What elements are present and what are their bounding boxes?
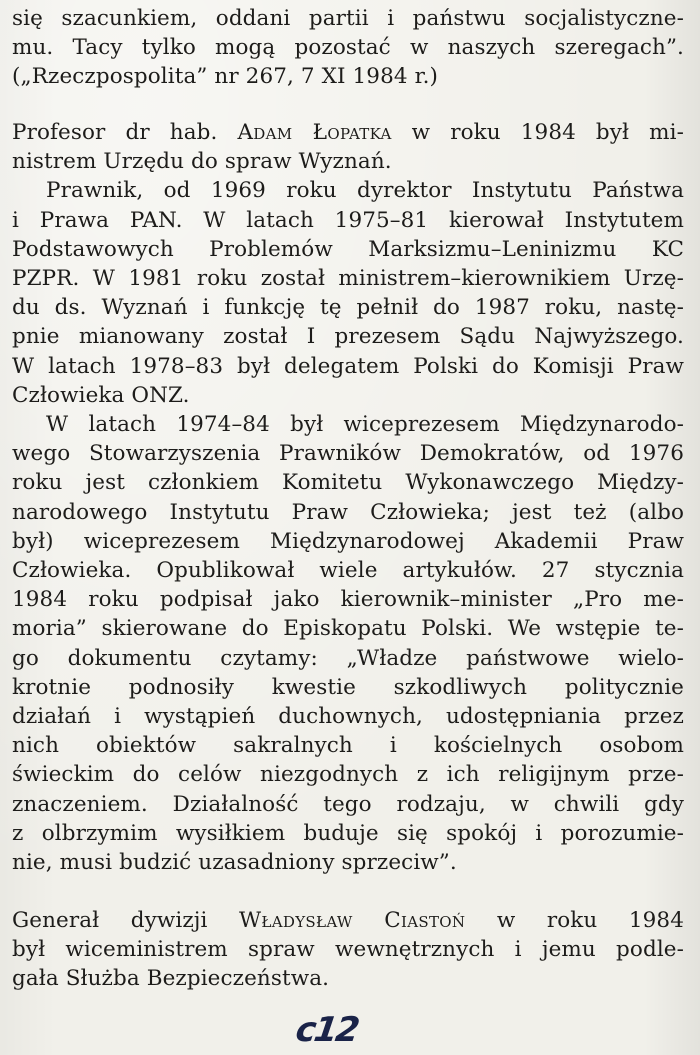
page-number: [293, 1010, 386, 1050]
text-line: narodowego Instytutu Praw Człowieka; jest też (albo: [12, 499, 684, 525]
text-line: W latach 1974–84 był wiceprezesem Międzynarodo-: [46, 412, 684, 438]
person-name: Adam Łopatka: [237, 120, 392, 145]
page-number-text: c12: [293, 1010, 361, 1050]
text-line: [12, 118, 684, 147]
text-line: był wiceministrem spraw wewnętrznych i jemu podle-: [12, 937, 684, 963]
text-line: krotnie podnosiły kwestie szkodliwych politycznie: [12, 674, 684, 700]
text-line: go dokumentu czytamy: „Władze państwowe wielo-: [12, 645, 684, 671]
text-line: z olbrzymim wysiłkiem buduje się spokój i porozumie-: [12, 820, 684, 846]
text-line: świeckim do celów niezgodnych z ich religijnym prze-: [12, 762, 684, 788]
text-line: moria” skierowane do Episkopatu Polski. We wstępie te-: [12, 616, 684, 642]
text-line: nich obiektów sakralnych i kościelnych osobom: [12, 733, 684, 759]
text-line: Człowieka. Opublikował wiele artykułów. 27 stycznia: [12, 558, 684, 584]
text-line: 1984 roku podpisał jako kierownik–minister „Pro me-: [12, 587, 684, 613]
text-line: PZPR. W 1981 roku został ministrem–kierownikiem Urzę-: [12, 266, 684, 292]
text-line: nie, musi budzić uzasadniony sprzeciw”.: [12, 850, 457, 876]
text-line: [12, 906, 684, 935]
text-line: i Prawa PAN. W latach 1975–81 kierował Instytutem: [12, 207, 684, 233]
text-fragment: Profesor dr hab.: [12, 120, 238, 145]
text-line: W latach 1978–83 był delegatem Polski do Komisji Praw: [12, 353, 684, 379]
text-line: działań i wystąpień duchownych, udostępniania przez: [12, 704, 684, 730]
text-line: nistrem Urzędu do spraw Wyznań.: [12, 149, 392, 175]
lopatka-biography: [12, 118, 684, 877]
text-line: pnie mianowany został I prezesem Sądu Najwyższego.: [12, 324, 684, 350]
text-line: Podstawowych Problemów Marksizmu–Leninizmu KC: [12, 236, 684, 262]
ciaston-biography: [12, 906, 684, 994]
quote-ending-paragraph: [12, 4, 684, 92]
text-line: wego Stowarzyszenia Prawników Demokratów, od 1976: [12, 441, 684, 467]
text-fragment: w roku 1984 był mi-: [391, 120, 684, 145]
text-line: znaczeniem. Działalność tego rodzaju, w chwili gdy: [12, 791, 684, 817]
text-line: gała Służba Bezpieczeństwa.: [12, 966, 330, 992]
text-fragment: Generał dywizji: [12, 908, 240, 933]
text-line: Człowieka ONZ.: [12, 382, 190, 408]
text-line: się szacunkiem, oddani partii i państwu socjalistyczne-: [12, 6, 684, 31]
text-fragment: w roku 1984: [465, 908, 684, 933]
text-line: był) wiceprezesem Międzynarodowej Akademii Praw: [12, 528, 684, 554]
text-line: roku jest członkiem Komitetu Wykonawczego Między-: [12, 470, 684, 496]
text-line: mu. Tacy tylko mogą pozostać w naszych szeregach”.: [12, 35, 684, 61]
text-line: du ds. Wyznań i funkcję tę pełnił do 1987 roku, nastę-: [12, 295, 684, 321]
source-citation: („Rzeczpospolita” nr 267, 7 XI 1984 r.): [12, 64, 439, 90]
person-name: Władysław Ciastoń: [239, 908, 466, 933]
text-line: Prawnik, od 1969 roku dyrektor Instytutu Państwa: [46, 178, 684, 204]
